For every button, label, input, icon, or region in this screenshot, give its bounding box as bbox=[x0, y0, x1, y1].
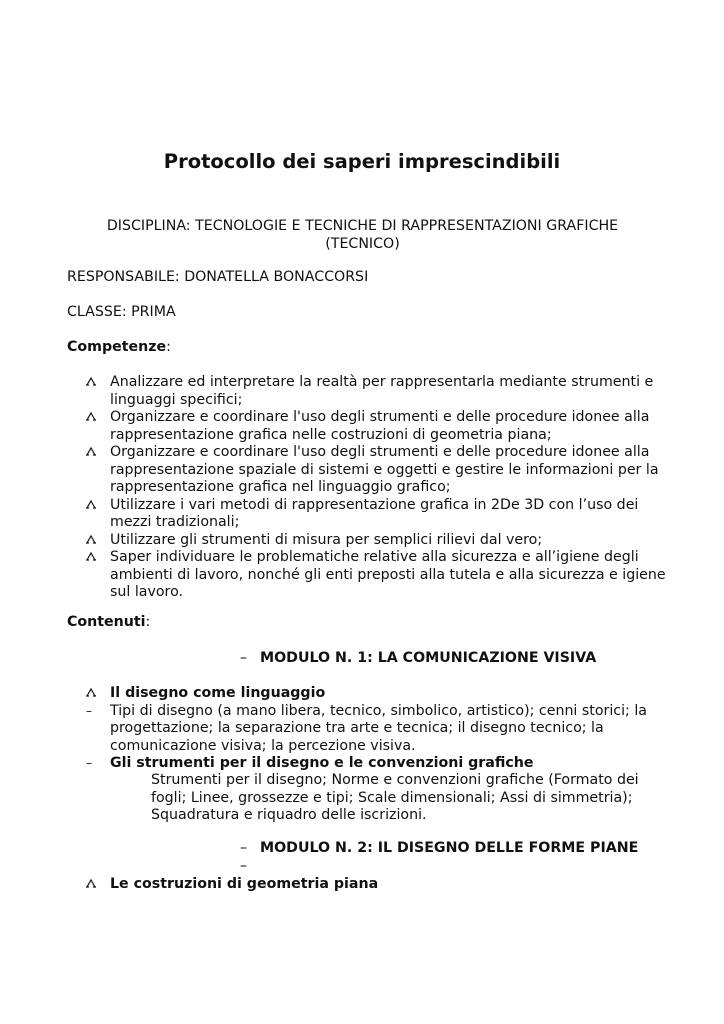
list-item bbox=[86, 444, 666, 497]
contenuti-heading bbox=[67, 614, 150, 632]
page-title: Protocollo dei saperi imprescindibili bbox=[163, 150, 561, 173]
list-item bbox=[86, 703, 666, 756]
competenze-heading bbox=[67, 339, 171, 357]
competenze-label: Competenze bbox=[67, 339, 167, 355]
modulo-1-heading bbox=[240, 650, 596, 668]
list-item-text: Utilizzare gli strumenti di misura per semplici rilievi dal vero; bbox=[110, 531, 543, 548]
dash-icon: – bbox=[240, 840, 248, 856]
list-item bbox=[86, 876, 666, 894]
contenuti-colon: : bbox=[145, 614, 151, 630]
dash-icon: – bbox=[240, 650, 248, 666]
list-item bbox=[86, 374, 666, 409]
bullet-caret-icon bbox=[86, 497, 106, 515]
bullet-caret-icon bbox=[86, 374, 106, 392]
bullet-caret-icon bbox=[86, 444, 106, 462]
list-item bbox=[86, 549, 666, 602]
modulo-2-title: MODULO N. 2: IL DISEGNO DELLE FORME PIANE bbox=[260, 840, 639, 856]
modulo-2-list bbox=[86, 876, 666, 894]
list-item-text: Organizzare e coordinare l'uso degli strumenti e delle procedure idonee alla rappresentazione spaziale di sistemi e oggetti e gestire le informazioni per la rappresentazione grafica nel linguaggio grafico; bbox=[110, 444, 659, 495]
competenze-list bbox=[86, 374, 666, 602]
dash-icon: – bbox=[86, 756, 92, 770]
modulo-1-list bbox=[86, 685, 666, 773]
list-item bbox=[86, 755, 666, 773]
list-item-text: Analizzare ed interpretare la realtà per rappresentarla mediante strumenti e linguaggi specifici; bbox=[110, 374, 654, 408]
bullet-caret-icon bbox=[86, 549, 106, 567]
bullet-caret-icon bbox=[86, 685, 106, 703]
disciplina-heading: DISCIPLINA: TECNOLOGIE E TECNICHE DI RAPPRESENTAZIONI GRAFICHE (TECNICO) bbox=[106, 218, 619, 252]
dash-icon: – bbox=[240, 858, 248, 874]
bullet-caret-icon bbox=[86, 532, 106, 550]
modulo-2-heading bbox=[240, 840, 638, 858]
modulo-1-title: MODULO N. 1: LA COMUNICAZIONE VISIVA bbox=[260, 650, 597, 666]
list-item bbox=[86, 532, 666, 550]
list-item-title: Il disegno come linguaggio bbox=[110, 685, 326, 701]
classe-line: CLASSE: PRIMA bbox=[67, 304, 176, 320]
contenuti-label: Contenuti bbox=[67, 614, 146, 630]
list-item bbox=[86, 409, 666, 444]
list-item-text: Saper individuare le problematiche relative alla sicurezza e all’igiene degli ambienti di lavoro, nonché gli enti preposti alla tutela e alla sicurezza e igiene sul lavoro. bbox=[110, 549, 666, 600]
list-item-title: Le costruzioni di geometria piana bbox=[110, 876, 379, 892]
list-item bbox=[86, 497, 666, 532]
strumenti-description: Strumenti per il disegno; Norme e convenzioni grafiche (Formato dei fogli; Linee, grossezze e tipi; Scale dimensionali; Assi di simmetria); Squadratura e riquadro delle iscrizioni. bbox=[151, 772, 639, 823]
dash-icon: – bbox=[86, 703, 92, 718]
list-item-title: Gli strumenti per il disegno e le convenzioni grafiche bbox=[110, 755, 534, 771]
competenze-colon: : bbox=[166, 339, 171, 355]
list-item bbox=[86, 685, 666, 703]
list-item-text: Organizzare e coordinare l'uso degli strumenti e delle procedure idonee alla rappresentazione grafica nelle costruzioni di geometria piana; bbox=[110, 409, 650, 443]
bullet-caret-icon bbox=[86, 876, 106, 894]
list-item-text: Tipi di disegno (a mano libera, tecnico, simbolico, artistico); cenni storici; la progettazione; la separazione tra arte e tecnica; il disegno tecnico; la comunicazione visiva; la percezione visiva. bbox=[110, 702, 647, 754]
bullet-caret-icon bbox=[86, 409, 106, 427]
list-item-text: Utilizzare i vari metodi di rappresentazione grafica in 2De 3D con l’uso dei mezzi tradizionali; bbox=[110, 496, 639, 530]
responsabile-line: RESPONSABILE: DONATELLA BONACCORSI bbox=[67, 269, 369, 285]
